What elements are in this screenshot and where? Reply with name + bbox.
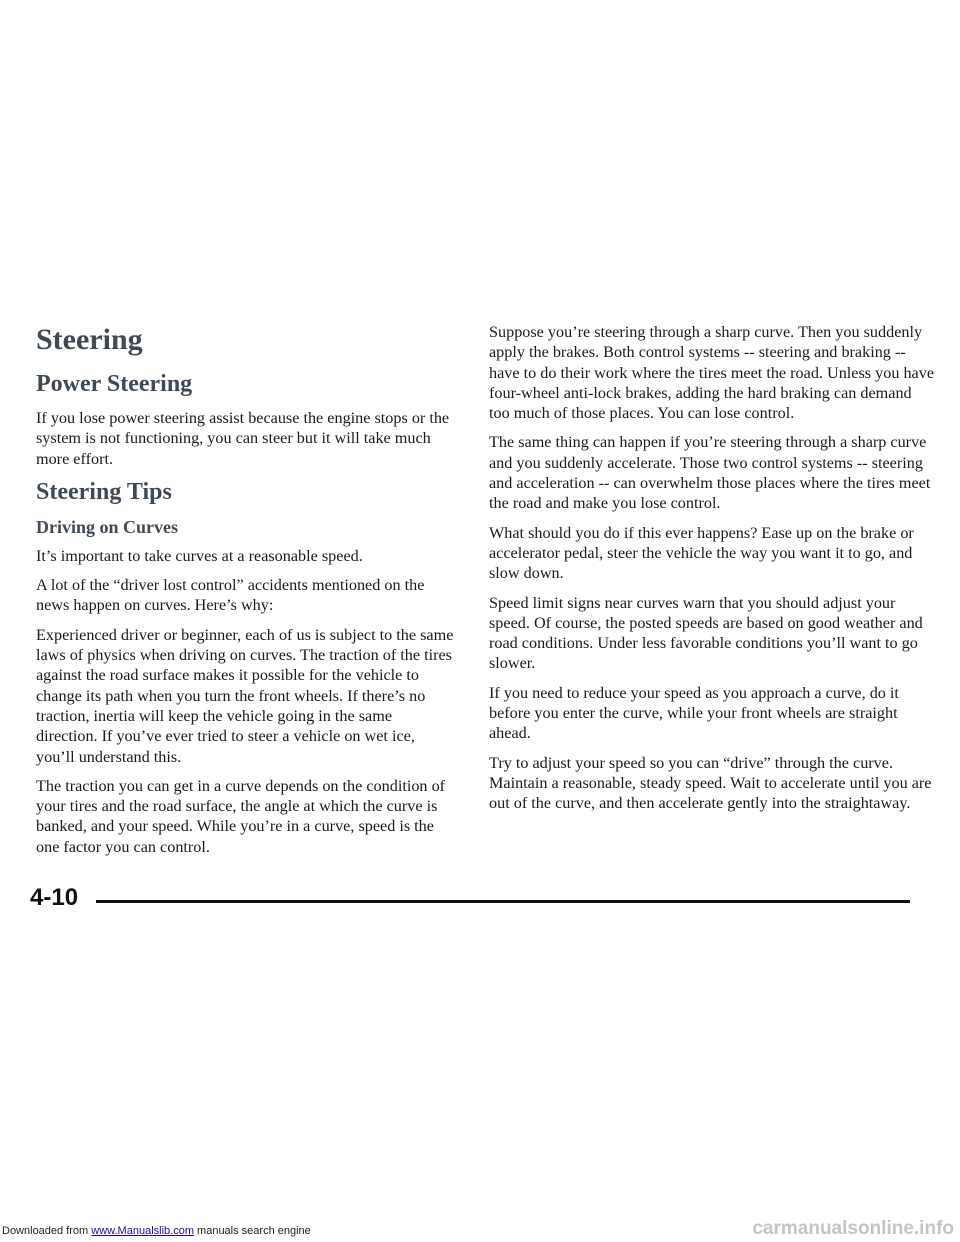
paragraph: A lot of the “driver lost control” accidents mentioned on the news happen on curves. Here’s why:: [36, 576, 425, 615]
steering-tips-heading: Steering Tips: [36, 478, 172, 505]
paragraph: The same thing can happen if you’re steering through a sharp curve and you suddenly accelerate. Those two control systems -- steering and acceleration -- can overwhelm those places where the tires meet the road and make you lose control.: [489, 433, 931, 513]
paragraph: The traction you can get in a curve depends on the condition of your tires and the road surface, the angle at which the curve is banked, and your speed. While you’re in a curve, speed is the one factor you can control.: [36, 776, 446, 856]
footer-rule: [96, 900, 910, 903]
paragraph: Suppose you’re steering through a sharp curve. Then you suddenly apply the brakes. Both control systems -- steering and braking -- have to do their work where the tires meet the road. Unless you have four-wheel anti-lock brakes, adding the hard braking can demand too much of those places. You can lose control.: [489, 323, 935, 423]
download-note-suffix: manuals search engine: [193, 1225, 311, 1237]
paragraph: Try to adjust your speed so you can “drive” through the curve. Maintain a reasonable, steady speed. Wait to accelerate until you are out of the curve, and then accelerate gently into the straightaway.: [489, 753, 932, 813]
right-column: [489, 322, 936, 823]
power-steering-paragraph: If you lose power steering assist because the engine stops or the system is not functioning, you can steer but it will take much more effort.: [36, 409, 450, 468]
paragraph: If you need to reduce your speed as you approach a curve, do it before you enter the curve, while your front wheels are straight ahead.: [489, 683, 899, 743]
download-note-prefix: Downloaded from: [2, 1225, 92, 1237]
paragraph: Experienced driver or beginner, each of us is subject to the same laws of physics when driving on curves. The traction of the tires against the road surface makes it possible for the vehicle to change its path when you turn the front wheels. If there’s no traction, inertia will keep the vehicle going in the same direction. If you’ve ever tried to steer a vehicle on wet ice, you’ll understand this.: [36, 625, 454, 766]
power-steering-heading: Power Steering: [36, 371, 193, 397]
page-number: 4-10: [30, 884, 79, 911]
manualslib-link[interactable]: www.Manualslib.com: [91, 1225, 194, 1237]
paragraph: Speed limit signs near curves warn that you should adjust your speed. Of course, the posted speeds are based on good weather and road conditions. Under less favorable conditions you’ll want to go slower.: [489, 593, 923, 673]
left-column: [36, 322, 454, 866]
paragraph: What should you do if this ever happens? Ease up on the brake or accelerator pedal, steer the vehicle the way you want it to go, and slow down.: [489, 523, 914, 583]
paragraph: It’s important to take curves at a reasonable speed.: [36, 546, 363, 565]
section-title: Steering: [36, 323, 143, 356]
watermark: carmanualsonline.info: [752, 1218, 954, 1239]
download-note: [2, 1224, 311, 1238]
driving-on-curves-heading: Driving on Curves: [36, 516, 179, 537]
